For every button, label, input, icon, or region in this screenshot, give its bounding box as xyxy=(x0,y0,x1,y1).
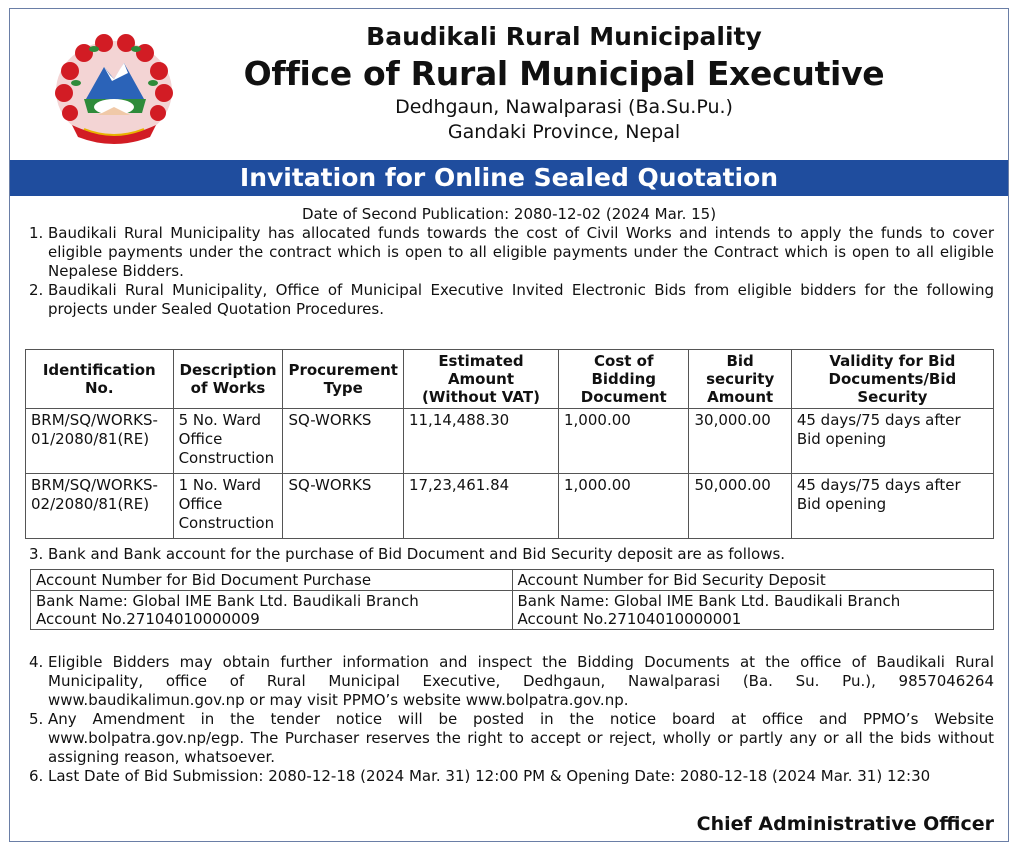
address-line-1: Dedhgaun, Nawalparasi (Ba.Su.Pu.) xyxy=(395,96,733,118)
column-header: Procurement Type xyxy=(283,350,404,409)
table-cell: 1,000.00 xyxy=(559,474,689,539)
paragraph-number: 2. xyxy=(29,281,44,299)
bank-accounts-table xyxy=(30,569,994,630)
column-header: Bid security Amount xyxy=(689,350,791,409)
paragraph-5 xyxy=(10,710,1008,767)
column-header: Account Number for Bid Security Deposit xyxy=(512,570,994,591)
paragraph-number: 5. xyxy=(29,710,44,728)
table-cell: SQ-WORKS xyxy=(283,474,404,539)
publication-date: Date of Second Publication: 2080-12-02 (2024 Mar. 15) xyxy=(301,205,717,223)
paragraph-4 xyxy=(10,653,1008,710)
office-name: Office of Rural Municipal Executive xyxy=(243,54,885,93)
address-line-2: Gandaki Province, Nepal xyxy=(447,121,681,143)
table-header-row xyxy=(26,350,994,409)
column-header: Identification No. xyxy=(26,350,174,409)
table-row xyxy=(26,474,994,539)
paragraph-text: Any Amendment in the tender notice will be posted in the notice board at office and PPMO’s Website www.bolpatra.gov.np/egp. The Purchaser reserves the right to accept or reject, wholly or partly any or all the bids without assigning reason, whatsoever. xyxy=(48,710,994,766)
table-cell: 45 days/75 days after Bid opening xyxy=(791,409,993,474)
table-cell: 5 No. Ward Office Construction xyxy=(173,409,283,474)
notice-header xyxy=(10,9,1008,159)
table-cell: 11,14,488.30 xyxy=(403,409,558,474)
table-cell: BRM/SQ/WORKS-01/2080/81(RE) xyxy=(26,409,174,474)
table-cell: 1 No. Ward Office Construction xyxy=(173,474,283,539)
table-cell: 17,23,461.84 xyxy=(403,474,558,539)
column-header: Account Number for Bid Document Purchase xyxy=(31,570,513,591)
bank-name: Bank Name: Global IME Bank Ltd. Baudikali Branch xyxy=(517,592,901,610)
municipality-name: Baudikali Rural Municipality xyxy=(366,22,762,51)
notice-body xyxy=(10,205,1008,835)
account-number: Account No.27104010000009 xyxy=(36,610,260,628)
table-row xyxy=(26,409,994,474)
table-cell: SQ-WORKS xyxy=(283,409,404,474)
paragraph-number: 1. xyxy=(29,224,44,242)
column-header: Estimated Amount (Without VAT) xyxy=(403,350,558,409)
paragraph-number: 4. xyxy=(29,653,44,671)
table-cell: 50,000.00 xyxy=(689,474,791,539)
notice-frame xyxy=(9,8,1009,842)
nepal-emblem-icon xyxy=(50,33,178,151)
paragraph-number: 6. xyxy=(29,767,44,785)
table-row xyxy=(31,591,994,630)
paragraph-3 xyxy=(10,545,1008,564)
paragraph-text: Eligible Bidders may obtain further information and inspect the Bidding Documents at the office of Baudikali Rural Municipality, office of Rural Municipal Executive, Dedhgaun, Nawalparasi (Ba. Su. Pu.), 9857046264 www.baudikalimun.gov.np or may visit PPMO’s website www.bolpatra.gov.np. xyxy=(48,653,994,709)
column-header: Cost of Bidding Document xyxy=(559,350,689,409)
paragraph-6 xyxy=(10,767,1008,786)
table-cell: BRM/SQ/WORKS-02/2080/81(RE) xyxy=(26,474,174,539)
table-cell: 1,000.00 xyxy=(559,409,689,474)
table-cell xyxy=(31,591,513,630)
paragraph-number: 3. xyxy=(29,545,44,563)
table-cell: 45 days/75 days after Bid opening xyxy=(791,474,993,539)
account-number: Account No.27104010000001 xyxy=(517,610,742,628)
notice-title-banner: Invitation for Online Sealed Quotation xyxy=(10,160,1008,196)
bank-name: Bank Name: Global IME Bank Ltd. Baudikali Branch xyxy=(36,592,419,610)
column-header: Validity for Bid Documents/Bid Security xyxy=(791,350,993,409)
paragraph-1 xyxy=(10,224,1008,281)
bids-table xyxy=(25,349,994,539)
table-cell xyxy=(512,591,994,630)
table-header-row xyxy=(31,570,994,591)
column-header: Description of Works xyxy=(173,350,283,409)
paragraph-text: Baudikali Rural Municipality, Office of Municipal Executive Invited Electronic Bids from eligible bidders for the following projects under Sealed Quotation Procedures. xyxy=(48,281,994,318)
table-cell: 30,000.00 xyxy=(689,409,791,474)
paragraph-2 xyxy=(10,281,1008,319)
paragraph-text: Last Date of Bid Submission: 2080-12-18 (2024 Mar. 31) 12:00 PM & Opening Date: 2080-12-18 (2024 Mar. 31) 12:30 xyxy=(48,767,931,785)
paragraph-text: Baudikali Rural Municipality has allocated funds towards the cost of Civil Works and intends to apply the funds to cover eligible payments under the contract which is open to all eligible payments under the Contract which is open to all eligible Nepalese Bidders. xyxy=(48,224,994,280)
paragraph-text: Bank and Bank account for the purchase of Bid Document and Bid Security deposit are as follows. xyxy=(48,545,786,563)
signature-title: Chief Administrative Officer xyxy=(696,813,994,835)
